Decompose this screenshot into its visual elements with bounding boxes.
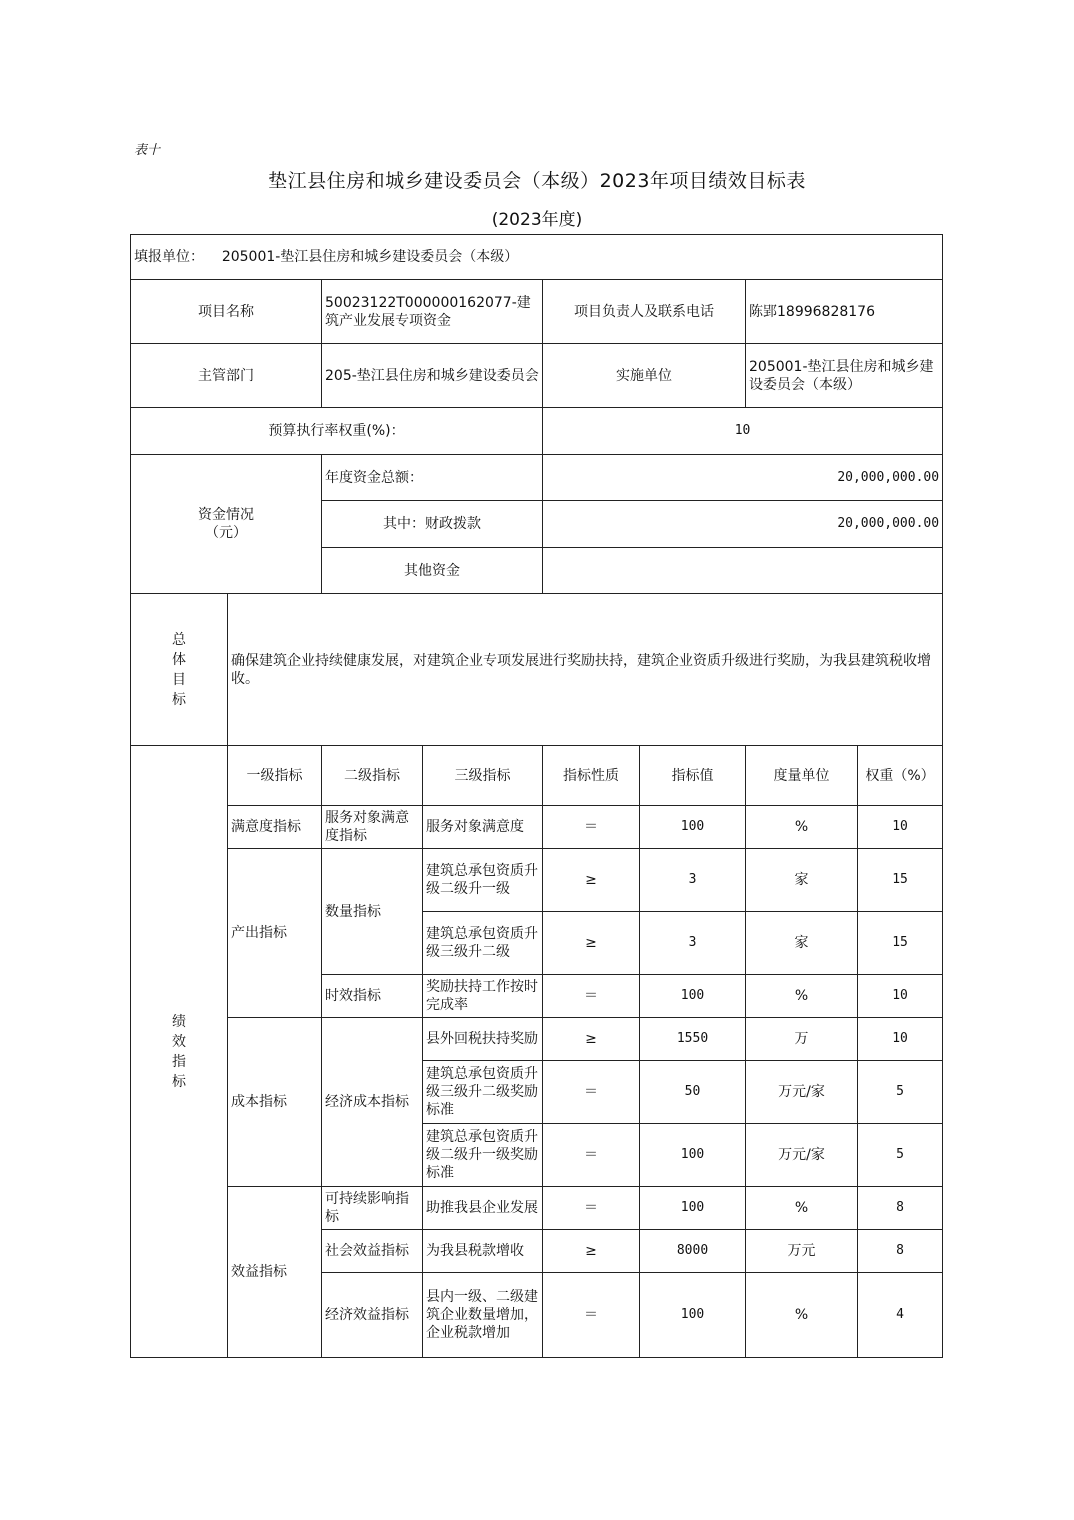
header-level3: 三级指标 xyxy=(423,746,543,806)
level2-timeliness: 时效指标 xyxy=(322,975,423,1018)
project-name-value: 50023122T000000162077-建筑产业发展专项资金 xyxy=(322,280,543,344)
funds-fiscal-value: 20,000,000.00 xyxy=(543,501,943,548)
value-cell: 100 xyxy=(640,1187,746,1230)
unit-cell: % xyxy=(746,806,858,849)
table-row xyxy=(131,1018,943,1061)
implementer-label: 实施单位 xyxy=(543,344,746,408)
performance-indicator-label xyxy=(131,746,228,1358)
weight-cell: 10 xyxy=(858,1018,943,1061)
department-label: 主管部门 xyxy=(131,344,322,408)
header-level2: 二级指标 xyxy=(322,746,423,806)
overall-goal-text: 确保建筑企业持续健康发展，对建筑企业专项发展进行奖励扶持，建筑企业资质升级进行奖励，为我县建筑税收增收。 xyxy=(228,594,943,746)
weight-cell: 5 xyxy=(858,1124,943,1187)
level2-econ-cost: 经济成本指标 xyxy=(322,1018,423,1187)
weight-cell: 4 xyxy=(858,1273,943,1358)
nature-cell: ≥ xyxy=(543,1230,640,1273)
level3-cell: 建筑总承包资质升级二级升一级 xyxy=(423,849,543,912)
unit-cell: 家 xyxy=(746,912,858,975)
nature-cell: ＝ xyxy=(543,1273,640,1358)
level3-cell: 助推我县企业发展 xyxy=(423,1187,543,1230)
unit-cell: % xyxy=(746,1273,858,1358)
weight-cell: 15 xyxy=(858,849,943,912)
weight-cell: 8 xyxy=(858,1230,943,1273)
value-cell: 8000 xyxy=(640,1230,746,1273)
goal-label-char: 目 xyxy=(172,671,186,688)
value-cell: 1550 xyxy=(640,1018,746,1061)
fill-unit-value: 205001-垫江县住房和城乡建设委员会（本级） xyxy=(221,249,519,265)
nature-cell: ＝ xyxy=(543,1061,640,1124)
project-lead-label: 项目负责人及联系电话 xyxy=(543,280,746,344)
perf-label-char: 标 xyxy=(172,1073,186,1090)
table-row xyxy=(131,806,943,849)
funds-total-row xyxy=(131,455,943,501)
weight-cell: 8 xyxy=(858,1187,943,1230)
level3-cell: 建筑总承包资质升级三级升二级 xyxy=(423,912,543,975)
level3-cell: 建筑总承包资质升级三级升二级奖励标准 xyxy=(423,1061,543,1124)
level1-cost: 成本指标 xyxy=(228,1018,322,1187)
level1-benefit: 效益指标 xyxy=(228,1187,322,1358)
nature-cell: ＝ xyxy=(543,975,640,1018)
header-nature: 指标性质 xyxy=(543,746,640,806)
level3-cell: 建筑总承包资质升级二级升一级奖励标准 xyxy=(423,1124,543,1187)
page-title: 垫江县住房和城乡建设委员会（本级）2023年项目绩效目标表 xyxy=(268,170,806,192)
funds-total-value: 20,000,000.00 xyxy=(543,455,943,501)
unit-cell: 万元 xyxy=(746,1230,858,1273)
nature-cell: ＝ xyxy=(543,1187,640,1230)
nature-cell: ＝ xyxy=(543,806,640,849)
implementer-value: 205001-垫江县住房和城乡建设委员会（本级） xyxy=(746,344,943,408)
weight-cell: 10 xyxy=(858,806,943,849)
level2-econ-benefit: 经济效益指标 xyxy=(322,1273,423,1358)
project-name-row xyxy=(131,280,943,344)
funds-unit-text: （元） xyxy=(205,525,247,541)
fill-unit-cell xyxy=(131,235,943,280)
budget-weight-value: 10 xyxy=(543,408,943,455)
unit-cell: 万元/家 xyxy=(746,1061,858,1124)
nature-cell: ≥ xyxy=(543,849,640,912)
level3-cell: 为我县税款增收 xyxy=(423,1230,543,1273)
value-cell: 100 xyxy=(640,806,746,849)
unit-cell: 家 xyxy=(746,849,858,912)
budget-weight-row xyxy=(131,408,943,455)
unit-cell: % xyxy=(746,1187,858,1230)
document-tag: 表十 xyxy=(134,143,161,158)
goal-label-char: 体 xyxy=(172,651,186,668)
department-row xyxy=(131,344,943,408)
value-cell: 50 xyxy=(640,1061,746,1124)
unit-cell: 万 xyxy=(746,1018,858,1061)
value-cell: 100 xyxy=(640,1124,746,1187)
budget-weight-label: 预算执行率权重(%)： xyxy=(131,408,543,455)
weight-cell: 5 xyxy=(858,1061,943,1124)
indicator-header-row xyxy=(131,746,943,806)
level2-sustain: 可持续影响指标 xyxy=(322,1187,423,1230)
weight-cell: 10 xyxy=(858,975,943,1018)
table-row xyxy=(131,1187,943,1230)
unit-cell: 万元/家 xyxy=(746,1124,858,1187)
fill-unit-label: 填报单位： xyxy=(134,249,204,265)
perf-label-char: 指 xyxy=(172,1053,186,1070)
level3-cell: 服务对象满意度 xyxy=(423,806,543,849)
header-weight: 权重（%） xyxy=(858,746,943,806)
overall-goal-label xyxy=(131,594,228,746)
funds-other-label: 其他资金 xyxy=(322,548,543,594)
funds-fiscal-label: 其中：财政拨款 xyxy=(322,501,543,548)
table-row xyxy=(131,849,943,912)
goal-label-char: 总 xyxy=(172,631,186,648)
level3-cell: 奖励扶持工作按时完成率 xyxy=(423,975,543,1018)
perf-label-char: 效 xyxy=(172,1033,186,1050)
unit-cell: % xyxy=(746,975,858,1018)
goal-label-char: 标 xyxy=(172,691,186,708)
perf-label-char: 绩 xyxy=(172,1013,186,1030)
weight-cell: 15 xyxy=(858,912,943,975)
performance-target-table xyxy=(130,234,943,1358)
project-lead-value: 陈郢18996828176 xyxy=(746,280,943,344)
department-value: 205-垫江县住房和城乡建设委员会 xyxy=(322,344,543,408)
nature-cell: ＝ xyxy=(543,1124,640,1187)
header-unit: 度量单位 xyxy=(746,746,858,806)
page-subtitle: (2023年度) xyxy=(491,210,583,230)
level1-output: 产出指标 xyxy=(228,849,322,1018)
project-name-label: 项目名称 xyxy=(131,280,322,344)
level2-social: 社会效益指标 xyxy=(322,1230,423,1273)
value-cell: 3 xyxy=(640,849,746,912)
nature-cell: ≥ xyxy=(543,1018,640,1061)
overall-goal-row xyxy=(131,594,943,746)
value-cell: 100 xyxy=(640,1273,746,1358)
header-level1: 一级指标 xyxy=(228,746,322,806)
level2-quantity: 数量指标 xyxy=(322,849,423,975)
funds-label xyxy=(131,455,322,594)
level2-service: 服务对象满意度指标 xyxy=(322,806,423,849)
fill-unit-row xyxy=(131,235,943,280)
funds-total-label: 年度资金总额： xyxy=(322,455,543,501)
value-cell: 100 xyxy=(640,975,746,1018)
level3-cell: 县内一级、二级建筑企业数量增加，企业税款增加 xyxy=(423,1273,543,1358)
value-cell: 3 xyxy=(640,912,746,975)
header-value: 指标值 xyxy=(640,746,746,806)
level3-cell: 县外回税扶持奖励 xyxy=(423,1018,543,1061)
level1-satisfaction: 满意度指标 xyxy=(228,806,322,849)
funds-other-value xyxy=(543,548,943,594)
nature-cell: ≥ xyxy=(543,912,640,975)
funds-label-text: 资金情况 xyxy=(198,507,254,523)
